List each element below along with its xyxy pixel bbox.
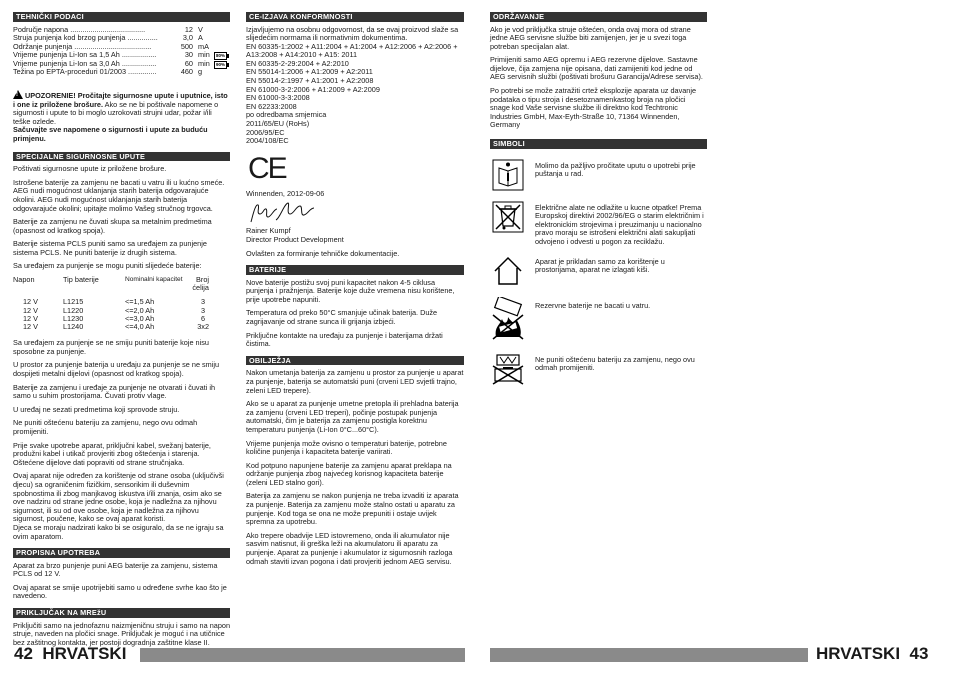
battery-charge-icon: 80% xyxy=(214,52,229,60)
battery-table xyxy=(13,276,209,331)
crossed-bin-icon xyxy=(490,199,526,235)
features-paragraph: Nakon umetanja baterija za zamjenu u prostor za punjenje u aparat za punjenje, baterija se automatski puni (crveni LED svjetli trajno, zeleni LED trepere). xyxy=(246,368,464,395)
table-row: 12 V L1230 <=3,0 Ah 6 xyxy=(23,313,205,323)
safety-paragraph: U prostor za punjenje baterija u uređaju za punjenje se ne smiju dospijeti metalni dijelovi (opasnost od kratkog spoja). xyxy=(13,360,220,379)
safety-heading: SPECIJALNE SIGURNOSNE UPUTE xyxy=(13,152,230,162)
right-page-footer xyxy=(816,644,928,664)
symbol-description: Molimo da pažljivo pročitate uputu o upotrebi prije puštanja u rad. xyxy=(535,160,696,179)
table-header-row: Napon Tip baterije Nominalni kapacitet Broj ćelija xyxy=(13,275,209,293)
table-row: 12 V L1240 <=4,0 Ah 3x2 xyxy=(23,322,209,332)
ce-date: Winnenden, 2012-09-06 xyxy=(246,188,325,198)
page-number: 43 xyxy=(909,644,929,663)
page-language: HRVATSKI xyxy=(816,644,901,663)
features-paragraph: Vrijeme punjenja može ovisno o temperaturi baterije, potrebne količine punjenja i kapaciteta baterije variirati. xyxy=(246,438,447,457)
signatory-title: Director Product Development xyxy=(246,235,344,244)
signatory-name: Rainer Kumpf xyxy=(246,226,291,236)
tech-row: Vrijeme punjenja Li-Ion sa 1,5 Ah ................. 30 min 80% xyxy=(13,51,230,60)
usage-paragraph: Ovaj aparat se smije upotrijebiti samo u određene svrhe kao što je navedeno. xyxy=(13,582,227,601)
column-1 xyxy=(13,12,230,652)
read-manual-icon xyxy=(490,157,526,193)
safety-paragraph: Ovaj aparat nije određen za korištenje od strane osoba (uključivši djecu) sa ograničenim fizičkim, sensorikim ili duševnim spobnostima ili zbog manjkavog iskustva i/ili znanja, osim ako se ove nadziru od strane jedne osobe, koja je nadležna za njihovu sigurnost, ili su od ove osobe, koja je nadležna za njihovu sigurnost, poučene, kako se ovaj aparat koristi. Djeca se moraju nadzirati kako bi se osiguralo, da se ne igraju sa ovim aparatom. xyxy=(13,471,224,541)
features-heading: OBILJEŽJA xyxy=(246,356,464,366)
signature-image xyxy=(248,200,328,226)
footer-bar xyxy=(140,648,465,662)
column-2 xyxy=(246,12,464,571)
battery-paragraph: Nove baterije postižu svoj puni kapacitet nakon 4-5 ciklusa punjenja i pražnjenja. Baterije koje duže vremena nisu korištene, prije upotrebe napuniti. xyxy=(246,277,455,304)
safety-paragraph: Istrošene baterije za zamjenu ne bacati u vatru ili u kućno smeće. AEG nudi mogućnost uklanjanja starih baterija odgovarajuće okolini. AEG nudi mogućnost uklanjanja starih baterija odgovarajuće okolini; upitajte molimo Vašeg stručnog trgovca. xyxy=(13,177,225,213)
left-page-footer xyxy=(14,644,126,664)
symbol-description: Električne alate ne odlažite u kucne otpatke! Prema Europskoj direktivi 2002/96/EG o starim električnim i elektronickim strojevima i preuzimanju u nacionalno pravo moraju se istrošeni električni alati sakupljati odvojeno i odvesti u pogon za reciklažu. xyxy=(535,202,704,246)
symbol-row xyxy=(490,297,707,341)
symbol-row xyxy=(490,157,707,193)
tech-row: Vrijeme punjenja Li-Ion sa 3,0 Ah ................. 60 min 90% xyxy=(13,60,230,69)
table-row: 12 V L1215 <=1,5 Ah 3 xyxy=(23,297,205,307)
symbol-description: Ne puniti oštećenu bateriju za zamjenu, nego ovu odmah promijeniti. xyxy=(535,354,695,373)
battery-charge-icon: 90% xyxy=(214,61,229,69)
safety-paragraph: Baterije sistema PCLS puniti samo sa uređajem za punjenje sistema PCLS. Ne puniti baterije iz drugih sistema. xyxy=(13,239,207,257)
tech-row: Struja punjenja kod brzog punjenja ............... 3,0 A xyxy=(13,33,203,43)
symbol-description: Rezervne baterije ne bacati u vatru. xyxy=(535,300,651,310)
maintenance-heading: ODRŽAVANJE xyxy=(490,12,707,22)
maintenance-paragraph: Po potrebi se može zatražiti crtež eksplozije aparata uz davanje podataka o tipu stroja i desetoznamenkastog broja na pločici snage kod Vaše servisne službe ili direktno kod Techtronic Industries GmbH, Max-Eyth-Straße 10, 71364 Winnenden, Germany xyxy=(490,86,697,130)
symbol-row xyxy=(490,351,707,387)
features-paragraph: Ako trepere obadvije LED istovremeno, onda ili akumulator nije sasvim natisnut, ili greška leži na akumulatoru ili aparatu za punjenje. Aparat za punjenje i akumulator iz sigurnosnih razloga odmah staviti izvan pogona i dati provjeriti jednom AEG servisu. xyxy=(246,530,453,566)
features-paragraph: Kod potpuno napunjene baterije za zamjenu aparat preklapa na održanje punjenja zbog najvećeg korisnog kapaciteta baterije (zeleni LED stalno gori). xyxy=(246,460,452,487)
usage-heading: PROPISNA UPOTREBA xyxy=(13,548,230,558)
safety-paragraph: Baterije za zamjenu ne čuvati skupa sa metalnim predmetima (opasnost od kratkog spoja). xyxy=(13,217,212,235)
ce-text: Izjavljujemo na osobnu odgovornost, da se ovaj proizvod slaže sa slijedećim normama ili normativnim dokumentima. EN 60335-1:2002 + A11:2004 + A1:2004 + A12:2006 + A2:2006 + A13:2008 + A14:2010 + A15: 2011 EN 60335-2-29:2004 + A2:2010 EN 55014-1:2006 + A1:2009 + A2:2011 EN 55014-2:1997 + A1:2001 + A2:2008 EN 61000-3-2:2006 + A1:2009 + A2:2009 EN 61000-3-3:2008 EN 62233:2008 po odredbama smjernica 2011/65/EU (RoHs) 2006/95/EC 2004/108/EC xyxy=(246,24,459,146)
symbol-description: Aparat je prikladan samo za korištenje u prostorijama, aparat ne izlagati kiši. xyxy=(535,256,665,275)
tech-data-heading: TEHNIČKI PODACI xyxy=(13,12,230,22)
maintenance-paragraph: Ako je vod priključka struje oštećen, onda ovaj mora od strane jedne AEG servisne službe biti zamijenjen, jer je u svezi toga potreban specijalan alat. xyxy=(490,24,691,51)
battery-paragraph: Priključne kontakte na uređaju za punjenje i baterijama držati čistima. xyxy=(246,330,443,349)
features-paragraph: Ako se u aparat za punjenje umetne pretopla ili prehladna baterija za zamjenu (crveni LED treperi), počinje postupak punjenja automatski, čim je baterija za zamjenu postigla korektnu temperaturu punjenja (Li-Ion 0°C...60°C). xyxy=(246,399,459,434)
symbol-row xyxy=(490,253,707,289)
tech-row: Područje napona ..................................... 12 V xyxy=(13,24,203,34)
safety-paragraph: U uređaj ne sezati predmetima koji sprovode struju. xyxy=(13,404,180,414)
warning-paragraph: !UPOZORENIE! Pročitajte sigurnosne upute i uputnice, isto i one iz priložene brošure. Ako se ne bi poštivale napomene o sigurnosti i upute to bi moglo uzrokovati strujni udar, požar i/ili teške ozlede. Sačuvajte sve napomene o sigurnosti i upute za buduću primjenu. xyxy=(13,90,230,144)
mains-heading: PRIKLJUČAK NA MREžU xyxy=(13,608,230,618)
battery-heading: BATERIJE xyxy=(246,265,464,275)
indoor-use-icon xyxy=(490,253,526,289)
tech-data-table xyxy=(13,26,230,78)
safety-paragraph: Poštivati sigurnosne upute iz priložene brošure. xyxy=(13,164,167,174)
features-paragraph: Baterija za zamjenu se nakon punjenja ne treba izvaditi iz aparata za punjenje. Baterija za zamjenu može stalno ostati u aparatu za punjenje. Kod toga se ona ne može prepuniti i ostaje uvijek spremna za upotrebu. xyxy=(246,491,459,527)
tech-row: Težina po EPTA-proceduri 01/2003 .............. 460 g xyxy=(13,67,203,77)
safety-paragraph: Baterije za zamjenu i uređaje za punjenje ne otvarati i čuvati ih samo u suhim prostorijama. Čuvati protiv vlage. xyxy=(13,382,215,401)
safety-paragraph: Ne puniti oštećenu bateriju za zamjenu, nego ovu odmah promijeniti. xyxy=(13,418,198,437)
column-3 xyxy=(490,12,707,393)
symbol-row xyxy=(490,199,707,247)
ce-heading: CE-IZJAVA KONFORMNOSTI xyxy=(246,12,464,22)
battery-paragraph: Temperatura od preko 50°C smanjuje učinak baterija. Duže zagrijavanje od strane sunca ili grijanja izbjeći. xyxy=(246,308,438,327)
maintenance-paragraph: Primijeniti samo AEG opremu i AEG rezervne dijelove. Sastavne dijelove, čija zamjena nije opisana, dati zamijeniti kod jedne od AEG servisnih službi (poštivati brošuru Garancija/Adrese servisa). xyxy=(490,55,703,82)
symbols-heading: SIMBOLI xyxy=(490,139,707,149)
table-row: 12 V L1220 <=2,0 Ah 3 xyxy=(23,305,205,315)
tech-row: Održanje punjenja ...................................... 500 mA xyxy=(13,41,209,51)
mains-paragraph: Priključiti samo na jednofaznu naizmjeničnu struju i samo na napon struje, naveden na pločici snage. Priključak je moguć i na utičnice bez zaštitnog kontakta, jer postoji dogradnja zaštitne klase II. xyxy=(13,620,230,647)
page-language: HRVATSKI xyxy=(42,644,127,663)
warning-triangle-icon xyxy=(13,90,23,99)
safety-paragraph: Prije svake upotrebe aparat, priključni kabel, svežanj baterije, produžni kabel i utikač provjeriti zbog oštećenja i starenja. Oštećene dijelove dati popraviti od strane stručnjaka. xyxy=(13,440,211,467)
safety-paragraph: Sa uređajem za punjenje se ne smiju puniti baterije koje nisu sposobne za punjenje. xyxy=(13,338,209,356)
no-fire-battery-icon xyxy=(490,297,526,341)
usage-paragraph: Aparat za brzo punjenje puni AEG baterije za zamjenu, sistema PCLS od 12 V. xyxy=(13,560,218,579)
page-number: 42 xyxy=(14,644,33,663)
ce-authorization: Ovlašten za formiranje tehničke dokumentacije. xyxy=(246,248,400,258)
no-damaged-battery-icon xyxy=(490,351,526,387)
safety-paragraph: Sa uređajem za punjenje se mogu puniti slijedeće baterije: xyxy=(13,261,202,271)
footer-bar xyxy=(490,648,808,662)
ce-mark-logo: CE xyxy=(248,151,286,185)
